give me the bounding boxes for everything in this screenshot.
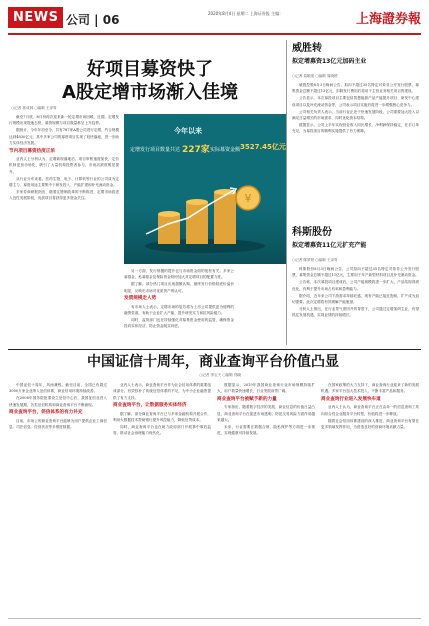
subhead: 节内项目募资热度正浓 [9, 148, 55, 154]
infographic-count-label: 定增发行项目数量共达 [130, 147, 181, 153]
top-story-byline: ○记者 郭成林 ○编辑 王泽青 [11, 106, 57, 110]
paragraph: 有市场人士表示，定增市场的复苏将为上市公司提供更为便利的融资渠道，有助于企业扩大产能、提升研发实力和抗风险能力。 [124, 304, 234, 315]
right-story-2-subtitle: 拟定增募资11亿元扩充产能 [292, 242, 367, 249]
paragraph: 据介绍，近年来公司下游需求持续旺盛，现有产能已接近饱和，扩产成为迫切需要。此次定增将有效缓解产能瓶颈。 [292, 293, 419, 305]
paragraph: 中国证信十周年，风雨兼程。截至目前，全国已有超过3000万家企业纳入征信体系，商业信用环境持续改善。 [9, 383, 107, 394]
paragraph: 目前，市场上的商业查询平台能够为用户提供企业工商信息、司法信息、经营状况等多维度数据。 [9, 418, 107, 429]
subhead: 商业查询平台，促信体系的有力补充 [9, 410, 83, 416]
infographic-amount-label: 实际募资金额 [210, 147, 241, 153]
paragraph: 业内人士分析认为，定增新规落地后，项目审核速度加快，定价机制更加市场化，吸引了大量机构投资者参与，市场活跃度明显提升。 [9, 156, 119, 174]
paragraph: 据了解，部分商业查询平台已与多家金融机构开展合作，利用大数据技术帮助银行提升风控能力，降低信贷成本。 [113, 411, 211, 423]
news-tag: NEWS [8, 7, 63, 28]
paragraph: 威胜控股8月3日晚间公告，拟向不超过35名特定对象非公开发行股票，募集资金总额不超过13亿元，扣除发行费用后将用于主营业务相关项目的建设。 [292, 83, 419, 94]
paragraph: 同时，商业查询平台也在助力政府部门开展事中事后监管，推动社会治理能力现代化。 [113, 424, 211, 436]
paragraph: 业内人士认为，商业查询平台正在由单一的信息查询工具向综合性企业服务平台转型，价值将进一步释放。 [321, 405, 419, 416]
paragraph: 公告显示，本次募投项目主要包括智慧能源产品产能提升项目、研发中心建设项目以及补充流动资金等，公司表示项目实施后将进一步增强核心竞争力。 [292, 96, 419, 107]
infographic [124, 114, 287, 264]
right-story-2-title [292, 226, 417, 252]
right-story-1-title [292, 42, 417, 68]
right-story-1-heading: 威胜转 [292, 43, 322, 54]
bottom-story-column-2 [113, 382, 211, 437]
right-story-2-heading: 科斯股份 [292, 227, 332, 238]
coins-illustration [138, 174, 273, 254]
paragraph: 业内人士表示，商业查询平台作为社会信用体系的重要组成部分，有效弥补了传统征信体系的不足，为中小企业融资提供了有力支持。 [113, 383, 211, 400]
paragraph: 数据显示，公司上半年实现营业收入同比增长，净利润保持稳定，在手订单充足，为募投项目的顺利实施提供了有力保障。 [292, 122, 419, 134]
bottom-story-column-4 [321, 382, 419, 431]
bottom-story-column-1 [9, 382, 107, 431]
right-story-1-body [292, 82, 419, 135]
right-story-1-byline: ○记者 葛顺奎 ○编辑 周晓婷 [292, 74, 338, 78]
right-story-2-byline: ○记者 陈梦婷 ○编辑 王泽青 [292, 258, 338, 262]
bottom-story-byline: ○记者 李宝天 ○编辑 郑晓 [198, 373, 242, 377]
infographic-amount-value: 3527.45亿元 [240, 143, 286, 151]
paragraph: 随着社会信用体系建设的深入推进，商业查询平台有望在更多领域发挥作用，为营造良好的营商环境贡献力量。 [321, 418, 419, 429]
section-name: 公司 | 06 [66, 13, 120, 27]
subhead: 商业查询平台被赋予新的力量 [217, 396, 277, 402]
paragraph: 公告称，本次募投项目建成后，公司产能规模将进一步扩大，产品结构得到优化，有利于提升市场占有率和盈利能力。 [292, 280, 419, 291]
paragraph: 专家指出，随着数字经济的发展，商业信息的价值日益凸显，商业查询平台在促进市场透明、防范交易风险方面作用越来越大。 [217, 405, 315, 423]
masthead-info: 2020年8月4日 星期二 上海证券报 主编： [208, 11, 284, 16]
right-story-1-subtitle: 拟定增募资13亿元加码主业 [292, 58, 367, 65]
paragraph: 在2008年国务院批准设立征信中心后，我国征信业进入快速发展期，各类征信机构和商业查询平台不断涌现。 [9, 396, 107, 407]
bottom-story-title: 中国证信十周年，商业查询平台价值凸显 [87, 354, 339, 370]
paragraph: 从行业分布来看，医药生物、电子、计算机等行业的公司成为定增主力，募资用途主要集中于研发投入、产能扩建和补充流动资金。 [9, 176, 119, 188]
paragraph: 数据显示，2019年我国商业查询行业市场规模持续扩大，用户数量快速增长，行业发展前景广阔。 [217, 383, 315, 394]
top-story-title-line1: 好项目募资快了 [87, 59, 213, 80]
right-story-2-body [292, 266, 419, 319]
paragraph: 多家券商研报指出，随着注册制改革的不断推进，定增市场将进入良性发展阶段，优质项目将获得更多资金关注。 [9, 189, 119, 201]
masthead [8, 5, 421, 35]
paragraph: 截至7月底，8月份再次迎来新一轮定增市场回暖，近期，定增发行规模出现提速态势，募资规模与项目数量都呈上升趋势。 [9, 115, 119, 126]
paragraph: 未来，行业需要在数据合规、隐私保护等方面进一步规范，实现健康可持续发展。 [217, 424, 315, 436]
subhead: 商业查询行业进入发展快车道 [321, 396, 381, 402]
paragraph: 科斯股份8月3日晚间公告，公司拟向不超过35名特定对象非公开发行股票，募集资金总额不超过11亿元，主要用于年产新型材料项目及补充流动资金。 [292, 267, 419, 278]
footer-rule [8, 618, 421, 619]
infographic-count-value: 227家 [182, 145, 210, 155]
paragraph: 据统计，今年年初至今，共有787家A股公司进行定增，约合规模达到4830亿元，其中多家公司的募资项目实现了较快落地，进一步助力实体经济发展。 [9, 128, 119, 146]
paragraph: 另一方面，发行规模的提升也与市场资金面的宽松有关。多家公募基金、私募基金及保险资金纷纷加大对定增项目的配置力度。 [124, 269, 234, 280]
paragraph: 在国家政策的大力支持下，商业查询行业迎来了新的发展机遇。多家平台加大技术投入，不断丰富产品和服务。 [321, 383, 419, 394]
paragraph: 据了解，部分热门项目出现超额认购，最终发行价格较底价溢价明显，反映出市场对优质资产的认可。 [124, 282, 234, 293]
bottom-story-column-3 [217, 382, 315, 437]
svg-text:¥: ¥ [244, 192, 252, 205]
paragraph: 公司相关负责人表示，当前行业正处于快速发展阶段，公司需要加大投入以满足日益增长的市场需求，同时优化资本结构。 [292, 109, 419, 121]
top-story-column-b [124, 268, 234, 330]
top-story-title [30, 58, 270, 104]
section-rule [8, 349, 421, 350]
column-divider [286, 40, 287, 345]
subhead: 发债规模走人势 [124, 296, 157, 302]
top-story-title-line2: A股定增市场渐入佳境 [62, 82, 238, 103]
top-story-column-a [9, 114, 119, 202]
infographic-date: 今年以来 [174, 127, 202, 135]
paragraph: 分析人士指出，在行业景气度回升的背景下，公司通过定增加码主业，有望抓住发展机遇，实现业绩的持续增长。 [292, 306, 419, 318]
newspaper-logo: 上海證券報 [355, 12, 421, 27]
paragraph: 同时，监管部门也在持续强化对募集资金使用的监管，确保资金投向实体经济，防止资金脱实向虚。 [124, 317, 234, 329]
subhead: 商业查询平台，让数据服务实体经济 [113, 403, 187, 409]
